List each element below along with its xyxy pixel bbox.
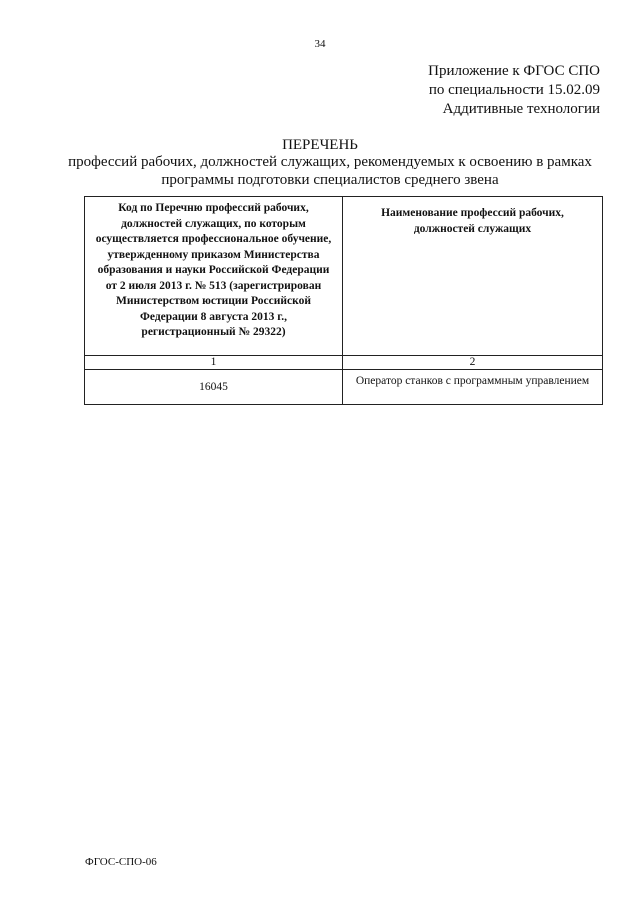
profession-code-cell: 16045	[85, 370, 343, 405]
appendix-line-2: по специальности 15.02.09	[428, 82, 600, 98]
column-number-row	[85, 356, 603, 370]
profession-name-text: Оператор станков с программным управлением	[355, 375, 590, 387]
column-number-1: 1	[85, 356, 343, 370]
footer-document-code: ФГОС-СПО-06	[85, 856, 157, 868]
header-cell-code	[85, 197, 343, 356]
table-row	[85, 370, 603, 405]
appendix-line-3: Аддитивные технологии	[442, 101, 600, 117]
appendix-line-1: Приложение к ФГОС СПО	[428, 63, 600, 79]
header-name-text: Наименование профессий рабочих, должностей служащих	[381, 207, 564, 235]
appendix-reference	[428, 62, 600, 119]
column-number-2: 2	[343, 356, 603, 370]
table-header-row	[85, 197, 603, 356]
profession-name-cell	[343, 370, 603, 405]
document-subtitle: профессий рабочих, должностей служащих, рекомендуемых к освоению в рамках программы подготовки специалистов среднего звена	[68, 154, 592, 188]
page-number: 34	[314, 38, 326, 50]
document-title: ПЕРЕЧЕНЬ	[282, 137, 358, 153]
header-cell-name	[343, 197, 603, 356]
professions-table	[84, 196, 603, 405]
header-code-text: Код по Перечню профессий рабочих, должностей служащих, по которым осуществляется профессиональное обучение, утвержденному приказом Министерства образования и науки Российской Федерации от 2 июля 2013 г. № 513 (зарегистрирован Министерством юстиции Российской Федерации 8 августа 2013 г., регистрационный № 29322)	[95, 202, 332, 338]
